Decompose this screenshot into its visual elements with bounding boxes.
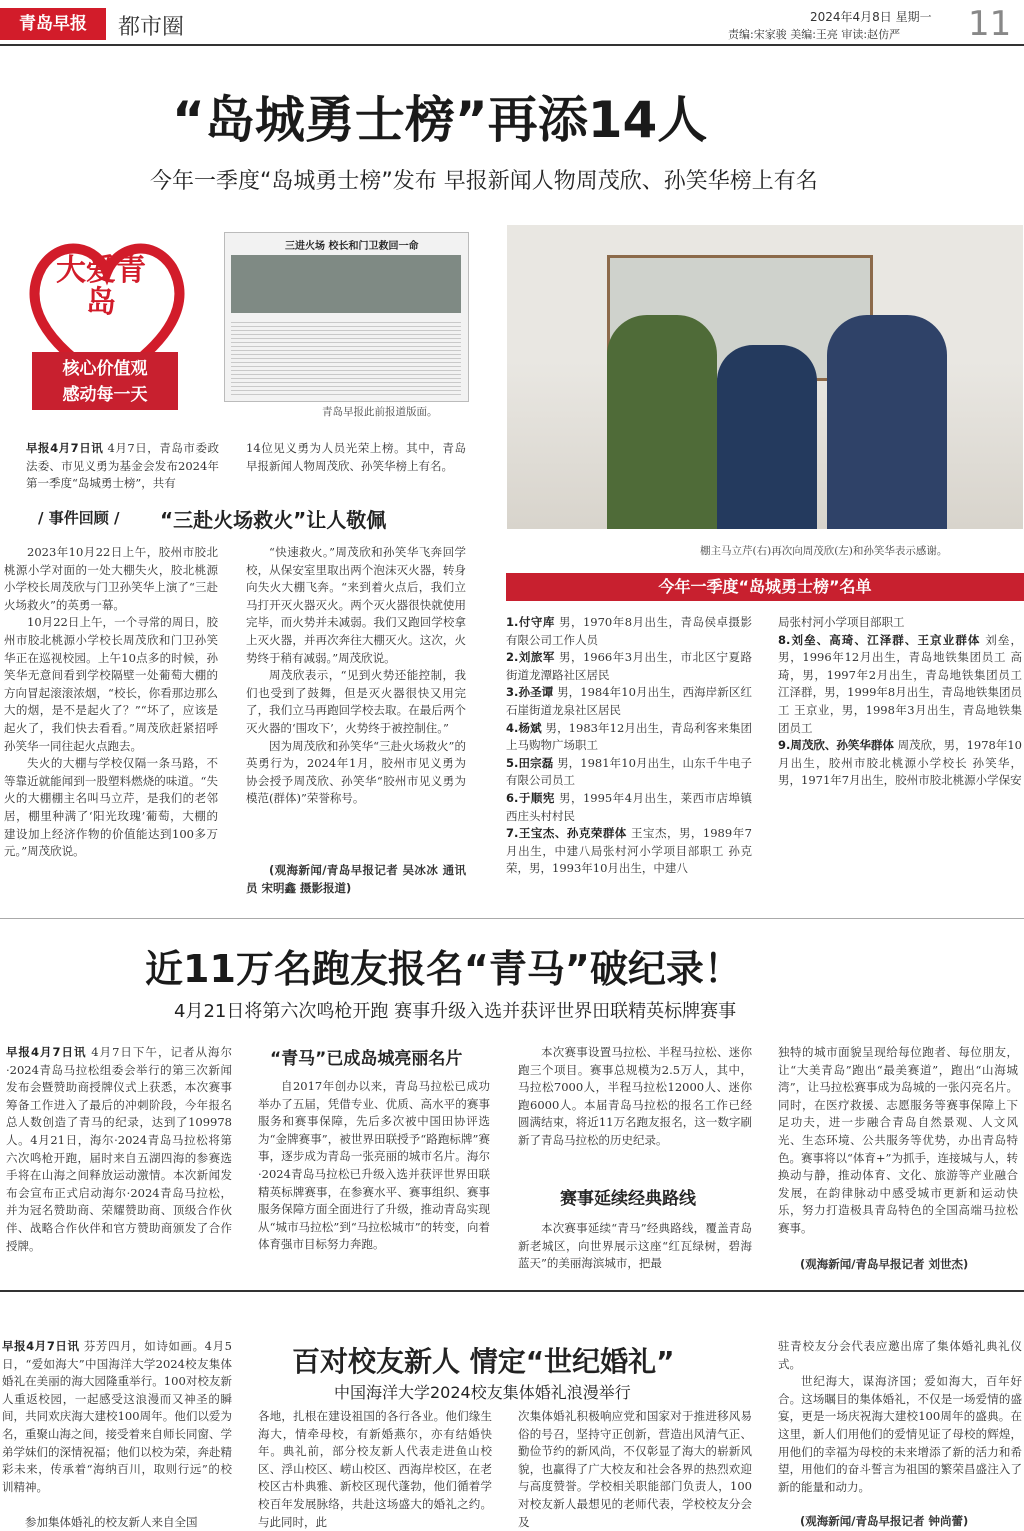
list-item: 1.付守库 男，1970年8月出生，青岛侯卓摄影有限公司工作人员 (506, 615, 752, 647)
article3-byline: (观海新闻/青岛早报记者 钟尚蕾) (800, 1514, 969, 1528)
lead-dateline: 早报4月7日讯 (6, 1045, 87, 1059)
lead-dateline: 早报4月7日讯 (26, 441, 104, 455)
article2-byline: (观海新闻/青岛早报记者 刘世杰) (800, 1257, 969, 1271)
header-rule (0, 44, 1024, 46)
lead-text: 4月7日，青岛市委政法委、市见义勇为基金会发布2024年第一季度“岛城勇士榜”，共有 (26, 441, 219, 491)
list-item: 5.田宗磊 男，1981年10月出生，山东千牛电子有限公司员工 (506, 755, 752, 788)
paragraph: 2023年10月22日上午，胶州市胶北桃源小学对面的一处大棚失火，胶北桃源小学校长周茂欣与门卫孙笑华上演了“三赴火场救火”的英勇一幕。 (4, 545, 218, 612)
paragraph: 次集体婚礼积极响应党和国家对于推进移风易俗的号召，坚持守正创新，营造出风清气正、勤俭节约的新风尚，不仅彰显了海大的崭新风貌，也赢得了广大校友和社会各界的热烈欢迎与高度赞誉。学校相关职能部门负责人，100对校友新人最想见的老师代表，学校校友分会及 (518, 1409, 752, 1529)
paragraph: 参加集体婚礼的校友新人来自全国 (25, 1515, 198, 1529)
article1-column-1 (4, 544, 218, 896)
article3-column-3 (518, 1408, 752, 1531)
article3-headline: 百对校友新人 情定“世纪婚礼” (292, 1345, 675, 1378)
paragraph: 各地，扎根在建设祖国的各行各业。他们缘生海大，情牵母校，有新婚燕尔，亦有结婚快年。典礼前，部分校友新人代表走进鱼山校区、浮山校区、崂山校区、西海岸校区，在老校区古朴典雅、新校区现代蓬勃，他们循着学校百年发展脉络，共赴这场盛大的婚礼之约。与此同时，此 (258, 1409, 492, 1529)
paragraph: 4月7日下午，记者从海尔·2024青岛马拉松组委会举行的第三次新闻发布会暨赞助商授牌仪式上获悉，本次赛事筹备工作进入了最后的冲刺阶段，今年报名总人数创造了青马的纪录，达到了109978人。4月21日，海尔·2024青岛马拉松将第六次鸣枪开跑，届时来自五湖四海的参赛选手将在山海之间释放运动激情。本次新闻发布会宣布正式启动海尔·2024青岛马拉松，并为冠名赞助商、荣耀赞助商、顶级合作伙伴、战略合作伙伴和官方赞助商颁发了合作授牌。 (6, 1045, 232, 1253)
main-photo (507, 225, 1023, 529)
section-title: “三赴火场救火”让人敬佩 (160, 508, 387, 532)
editor-credits: 责编:宋家骏 美编:王亮 审读:赵仿严 (728, 28, 901, 41)
honor-list-column-2 (778, 614, 1022, 898)
paragraph: 驻青校友分会代表应邀出席了集体婚礼典礼仪式。 (778, 1339, 1022, 1371)
article1-column-2 (246, 544, 466, 859)
badge-line1: 核心价值观 (62, 359, 148, 379)
list-item: 6.于顺宪 男，1995年4月出生，莱西市店埠镇西庄头村村民 (506, 790, 752, 823)
section-name: 都市圈 (118, 15, 185, 40)
list-item: 9.周茂欣、孙笑华群体 周茂欣，男，1978年10月出生，胶州市胶北桃源小学校长 孙笑华，男，1971年7月出生，胶州市胶北桃源小学保安 (778, 738, 1022, 788)
paragraph: 周茂欣表示，“见到火势还能控制，我们也受到了鼓舞，但是灭火器很快又用完了，我们立马再跑回学校去取。在最后两个灭火器的‘围攻下’，火势终于被控制住。” (246, 668, 466, 735)
article2-column-3b (518, 1220, 752, 1274)
paragraph: 自2017年创办以来，青岛马拉松已成功举办了五届，凭借专业、优质、高水平的赛事服务和赛事保障，先后多次被中国田协评选为“金牌赛事”，被世界田联授予“路跑标牌”赛事，逐步成为青岛一张亮丽的城市名片。海尔·2024青岛马拉松已升级入选并获评世界田联精英标牌赛事，在参赛水平、赛事组织、赛事服务保障方面全面进行了升级，推动青岛实现从“城市马拉松”到“马拉松城市”的转变，向着体育强市目标努力奔跑。 (258, 1079, 490, 1252)
article3-column-1b (2, 1514, 232, 1531)
honor-list-banner: 今年一季度“岛城勇士榜”名单 (506, 573, 1024, 601)
issue-date: 2024年4月8日 星期一 (810, 10, 932, 24)
section-label-text: 事件回顾 (48, 509, 109, 527)
paragraph: 失火的大棚与学校仅隔一条马路，不等靠近就能闻到一股塑料燃烧的味道。“失火的大棚棚主名叫马立芹，是我们的老邻居，棚里种满了‘阳光玫瑰’葡萄，大棚的建设加上经济作物的价值能达到100多万元。”周茂欣说。 (4, 756, 218, 859)
article2-col2-title: “青马”已成岛城亮丽名片 (270, 1049, 463, 1069)
list-item: 7.王宝杰、孙克荣群体 王宝杰，男，1989年7月出生，中建八局张村河小学项目部职工 孙克荣，男，1993年10月出生，中建八 (506, 826, 752, 876)
paragraph: 独特的城市面貌呈现给每位跑者、每位朋友，让“大美青岛”跑出“最美赛道”，跑出“山海城湾”，让马拉松赛事成为岛城的一张闪亮名片。同时，在医疗救援、志愿服务等赛事保障上下足功夫，进一步融合青岛自然景观、人文风光、生态环境、公共服务等优势，办出青岛特色。赛事将以“体育+”为抓手，连接城与人，转换动与静，推动体育、文化、旅游等产业融合发展，在韵律脉动中感受城市更新和运动快乐，努力打造极具青岛特色的全国高端马拉松赛事。 (778, 1045, 1018, 1235)
clipping-caption: 青岛早报此前报道版面。 (322, 406, 438, 418)
lead-text-continued: 14位见义勇为人员光荣上榜。其中，青岛早报新闻人物周茂欣、孙笑华榜上有名。 (246, 441, 466, 473)
photo-caption: 棚主马立芹(右)再次向周茂欣(左)和孙笑华表示感谢。 (700, 545, 948, 557)
article2-col3-title: 赛事延续经典路线 (560, 1189, 696, 1209)
article3-column-2 (258, 1408, 492, 1531)
article1-headline: “岛城勇士榜”再添14人 (172, 91, 708, 149)
article2-column-2 (258, 1078, 490, 1274)
paragraph: 本次赛事设置马拉松、半程马拉松、迷你跑三个项目。赛事总规模为2.5万人，其中，马拉松7000人，半程马拉松12000人、迷你跑6000人。本届青岛马拉松的报名工作已经圆满结束，将近11万名跑友报名，这一数字刷新了青岛马拉松的历史纪录。 (518, 1045, 752, 1147)
article1-lead-continued (246, 440, 466, 494)
newspaper-logo: 青岛早报 (0, 8, 106, 40)
list-item: 8.刘垒、高琦、江泽群、王京业群体 刘垒，男，1996年12月出生，青岛地铁集团员工 高琦，男，1997年2月出生，青岛地铁集团员工 江泽群，男，1999年8月出生，青岛地铁集团员工 王京业，男，1998年3月出生，青岛地铁集团员工 (778, 632, 1022, 735)
paragraph: “快速救火。”周茂欣和孙笑华飞奔回学校，从保安室里取出两个泡沫灭火器，转身向失火大棚飞奔。“来到着火点后，我们立马打开灭火器灭火。两个灭火器很快就使用完毕，而火势并未减弱。我们又跑回学校拿上灭火器，并再次奔往大棚灭火。这次，火势终于稍有减弱。”周茂欣说。 (246, 545, 466, 665)
honor-list-column-1 (506, 614, 752, 898)
list-item: 3.孙圣谭 男，1984年10月出生，西海岸新区红石崖街道龙泉社区居民 (506, 685, 752, 717)
paragraph: 世纪海大，谋海济国；爱如海大，百年好合。这场瞩目的集体婚礼，不仅是一场爱情的盛宴，更是一场庆祝海大建校100周年的盛典。在这里，新人们用他们的爱情见证了母校的辉煌，用他们的幸福为母校的未来增添了新的活力和希望，用他们的奋斗誓言为祖国的繁荣昌盛注入了新的能量和动力。 (778, 1374, 1022, 1494)
person-middle (717, 345, 817, 529)
article2-headline: 近11万名跑友报名“青马”破纪录！ (145, 947, 742, 991)
paragraph: 10月22日上午，一个寻常的周日，胶州市胶北桃源小学校长周茂欣和门卫孙笑华正在巡视校园。上午10点多的时候，孙笑华无意间看到学校隔壁一处葡萄大棚的方向冒起滚滚浓烟，“校长，你看那边那么大的烟，是不是起火了？”“坏了，应该是起火了，我们快去看看。”周茂欣赶紧招呼孙笑华一同往起火点跑去。 (4, 615, 218, 753)
person-left (607, 315, 717, 529)
divider (0, 1290, 1024, 1292)
article3-column-4 (778, 1338, 1022, 1512)
article2-column-3 (518, 1044, 752, 1170)
badge-title: 大爱青岛 (56, 253, 146, 320)
section-label: / 事件回顾 / (38, 509, 120, 527)
paragraph: 本次赛事延续“青马”经典路线，覆盖青岛新老城区，向世界展示这座“红瓦绿树，碧海蓝天”的美丽海滨城市，把最 (518, 1221, 752, 1271)
article3-column-1 (2, 1338, 232, 1514)
list-item: 局张村河小学项目部职工 (778, 615, 905, 629)
badge-line2: 感动每一天 (62, 385, 148, 405)
clipping-headline: 三进火场 校长和门卫救回一命 (285, 241, 419, 252)
list-item: 4.杨斌 男，1983年12月出生，青岛利客来集团上马购物广场职工 (506, 720, 752, 753)
paragraph: 因为周茂欣和孙笑华“三赴火场救火”的英勇行为，2024年1月，胶州市见义勇为协会授予周茂欣、孙笑华“胶州市见义勇为模范(群体)”荣誉称号。 (246, 738, 466, 806)
article2-column-1 (6, 1044, 232, 1274)
article1-byline: (观海新闻/青岛早报记者 吴冰冰 通讯员 宋明鑫 摄影报道) (246, 863, 466, 895)
page-number: 11 (968, 4, 1012, 44)
badge-banner (32, 352, 178, 410)
article3-subheadline: 中国海洋大学2024校友集体婚礼浪漫举行 (334, 1383, 631, 1402)
clipping-photos (231, 255, 461, 313)
article2-column-4 (778, 1044, 1018, 1256)
list-item: 2.刘旅军 男，1966年3月出生，市北区宁夏路街道龙潭路社区居民 (506, 650, 752, 682)
article1-lead (26, 440, 219, 494)
paragraph: 芬芳四月，如诗如画。4月5日，“爱如海大”中国海洋大学2024校友集体婚礼在美丽的海大园隆重举行。100对校友新人重返校园，一起感受这浪漫而又神圣的瞬间，共同欢庆海大建校100周年。他们以爱为名，重聚山海之间，接受着来自师长同窗、学弟学妹们的深情祝福；他们以校为荣，奔赴精彩未来，传承着“海纳百川，取则行远”的校训精神。 (2, 1339, 232, 1494)
previous-report-clipping (224, 232, 469, 402)
lead-dateline: 早报4月7日讯 (2, 1339, 80, 1353)
article1-subheadline: 今年一季度“岛城勇士榜”发布 早报新闻人物周茂欣、孙笑华榜上有名 (150, 169, 818, 194)
article2-subheadline: 4月21日将第六次鸣枪开跑 赛事升级入选并获评世界田联精英标牌赛事 (174, 1001, 737, 1022)
clipping-text (231, 319, 461, 395)
person-right (827, 315, 947, 529)
divider (0, 918, 1024, 919)
